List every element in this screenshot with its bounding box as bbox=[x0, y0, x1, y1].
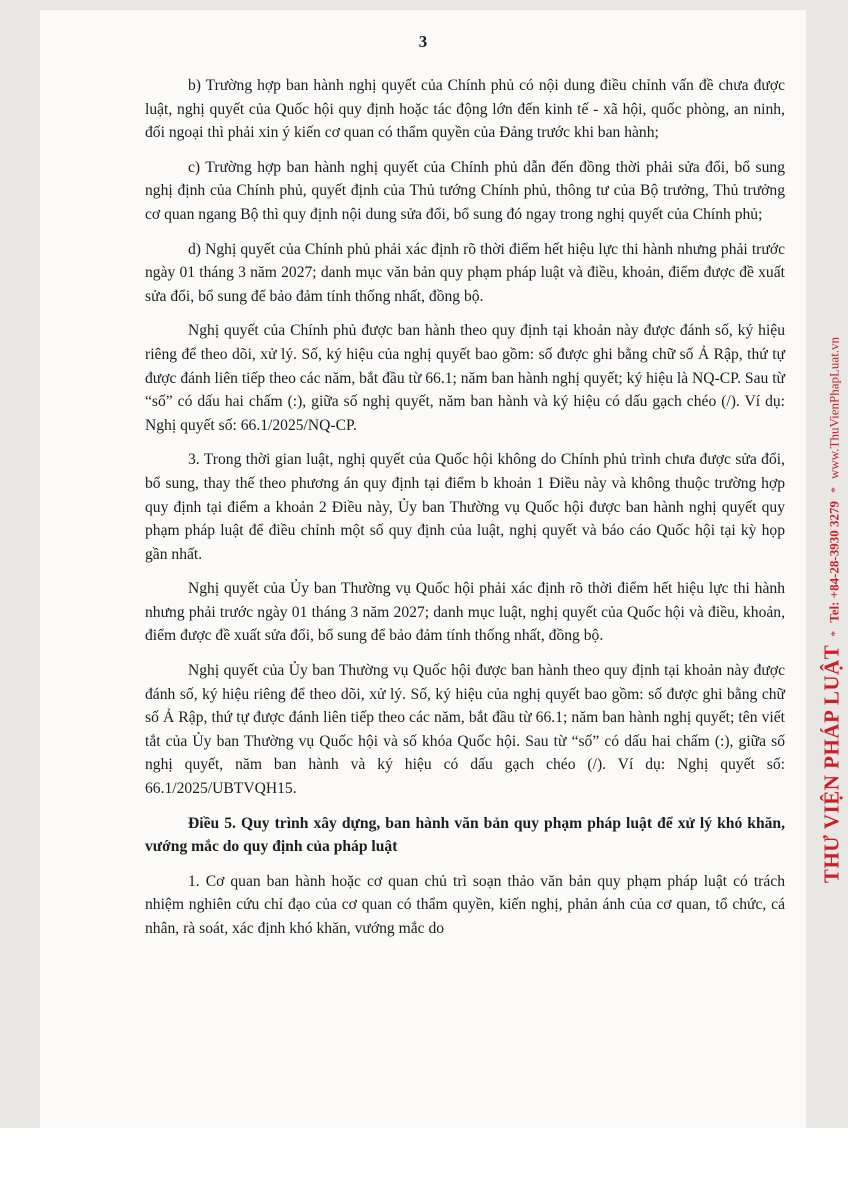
paragraph-numbering-ubtvqh: Nghị quyết của Ủy ban Thường vụ Quốc hội được ban hành theo quy định tại khoản này được đánh số, ký hiệu riêng để theo dõi, xử lý. Số, ký hiệu của nghị quyết bao gồm: số được ghi bằng chữ số Ả Rập, thứ tự được đánh liên tiếp theo các năm, bắt đầu từ 66.1; năm ban hành nghị quyết; tên viết tắt của Ủy ban Thường vụ Quốc hội và số khóa Quốc hội. Sau từ “số” có dấu hai chấm (:), giữa số nghị quyết, năm ban hành và ký hiệu có dấu gạch chéo (/). Ví dụ: Nghị quyết số: 66.1/2025/UBTVQH15. bbox=[145, 662, 785, 798]
document-body bbox=[145, 74, 785, 952]
paragraph-point-b: b) Trường hợp ban hành nghị quyết của Chính phủ có nội dung điều chỉnh vấn đề chưa được luật, nghị quyết của Quốc hội quy định hoặc tác động lớn đến kinh tế - xã hội, quốc phòng, an ninh, đối ngoại thì phải xin ý kiến cơ quan có thẩm quyền của Đảng trước khi ban hành; bbox=[145, 77, 785, 142]
page-bottom-margin bbox=[0, 1128, 848, 1200]
document-page bbox=[40, 10, 806, 1128]
page-number: 3 bbox=[418, 32, 428, 51]
watermark bbox=[820, 337, 845, 883]
watermark-separator: * bbox=[827, 487, 842, 494]
paragraph-clause-3: 3. Trong thời gian luật, nghị quyết của Quốc hội không do Chính phủ trình chưa được sửa đổi, bổ sung, thay thế theo phương án quy định tại điểm b khoản 1 Điều này và không thuộc trường hợp quy định tại điểm a khoản 2 Điều này, Ủy ban Thường vụ Quốc hội được ban hành nghị quyết quy phạm pháp luật để điều chỉnh một số quy định của luật, nghị quyết và báo cáo Quốc hội tại kỳ họp gần nhất. bbox=[145, 451, 785, 563]
watermark-site: www.ThuVienPhapLuat.vn bbox=[826, 336, 842, 480]
watermark-name: THƯ VIỆN PHÁP LUẬT bbox=[819, 644, 844, 884]
paragraph-article-5-clause-1: 1. Cơ quan ban hành hoặc cơ quan chủ trì soạn thảo văn bản quy phạm pháp luật có trách nhiệm nghiên cứu chỉ đạo của cơ quan có thẩm quyền, kiến nghị, phản ánh của cơ quan, tổ chức, cá nhân, rà soát, xác định khó khăn, vướng mắc do bbox=[145, 872, 785, 937]
article-5-heading: Điều 5. Quy trình xây dựng, ban hành văn bản quy phạm pháp luật để xử lý khó khăn, vướng mắc do quy định của pháp luật bbox=[145, 814, 785, 856]
paragraph-numbering-nq-cp: Nghị quyết của Chính phủ được ban hành theo quy định tại khoản này được đánh số, ký hiệu riêng để theo dõi, xử lý. Số, ký hiệu của nghị quyết bao gồm: số được ghi bằng chữ số Ả Rập, thứ tự được đánh liên tiếp theo các năm, bắt đầu từ 66.1; năm ban hành nghị quyết; ký hiệu là NQ-CP. Sau từ “số” có dấu hai chấm (:), giữa số nghị quyết, năm ban hành và ký hiệu có dấu gạch chéo (/). Ví dụ: Nghị quyết số: 66.1/2025/NQ-CP. bbox=[145, 322, 785, 434]
watermark-separator: * bbox=[827, 630, 842, 637]
paragraph-ubtvqh-validity: Nghị quyết của Ủy ban Thường vụ Quốc hội phải xác định rõ thời điểm hết hiệu lực thi hành nhưng phải trước ngày 01 tháng 3 năm 2027; danh mục luật, nghị quyết của Quốc hội và điều, khoản, điểm được đề xuất sửa đổi, bổ sung để bảo đảm tính thống nhất, đồng bộ. bbox=[145, 580, 785, 645]
paragraph-point-c: c) Trường hợp ban hành nghị quyết của Chính phủ dẫn đến đồng thời phải sửa đổi, bổ sung nghị định của Chính phủ, quyết định của Thủ tướng Chính phủ, thông tư của Bộ trưởng, Thủ trưởng cơ quan ngang Bộ thì quy định nội dung sửa đổi, bổ sung đó ngay trong nghị quyết của Chính phủ; bbox=[145, 158, 785, 223]
watermark-tel: Tel: +84-28-3930 3279 bbox=[826, 501, 842, 623]
paragraph-point-d: d) Nghị quyết của Chính phủ phải xác định rõ thời điểm hết hiệu lực thi hành nhưng phải trước ngày 01 tháng 3 năm 2027; danh mục văn bản quy phạm pháp luật và điều, khoản, điểm được đề xuất sửa đổi, bổ sung để bảo đảm tính thống nhất, đồng bộ. bbox=[145, 240, 785, 305]
